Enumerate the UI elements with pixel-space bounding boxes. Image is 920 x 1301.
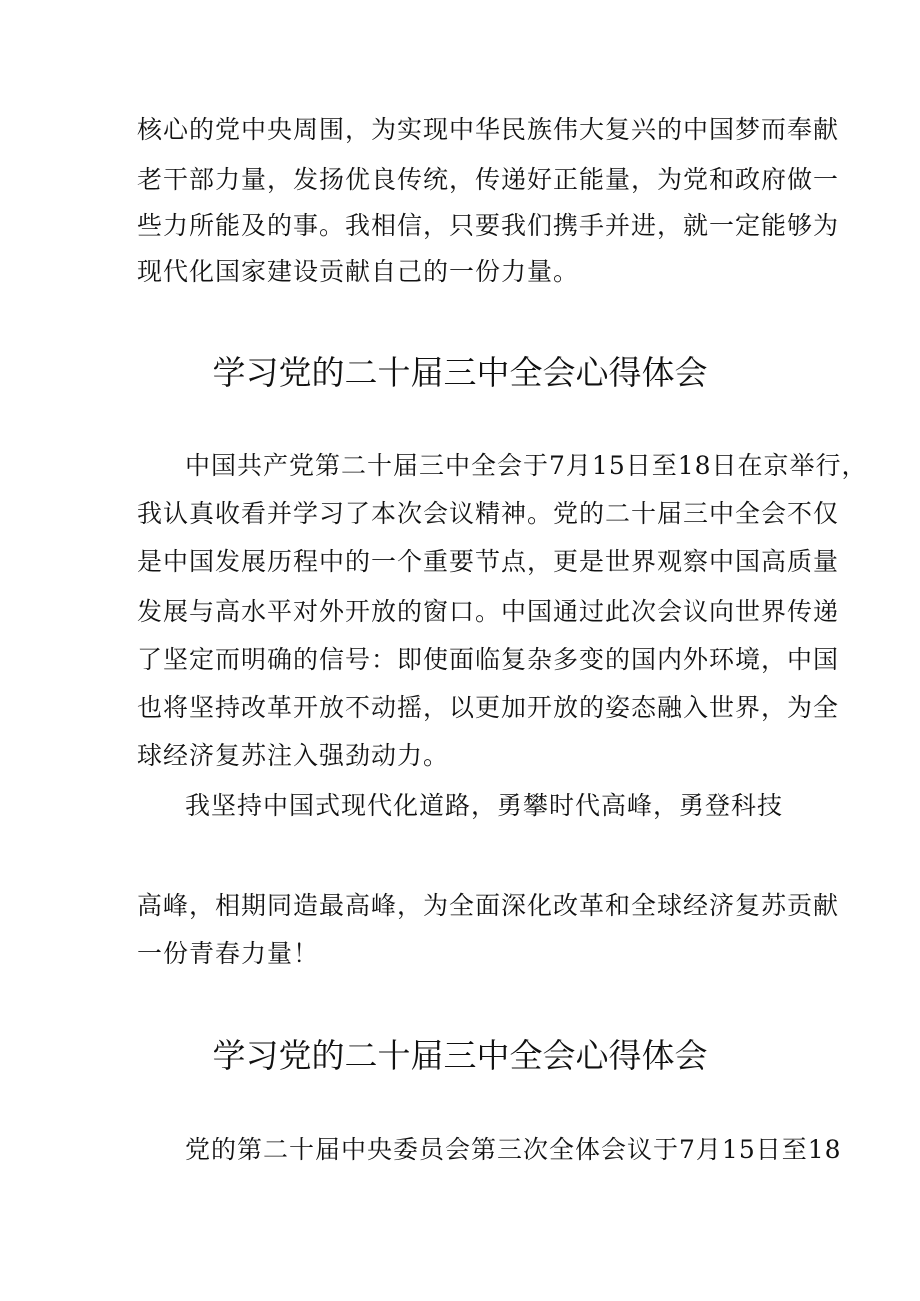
paragraph-line: 核心的党中央周围，为实现中华民族伟大复兴的中国梦而奉献: [137, 115, 840, 144]
paragraph-line: 我认真收看并学习了本次会议精神。党的二十届三中全会不仅: [137, 499, 840, 528]
paragraph-line: 老干部力量，发扬优良传统，传递好正能量，为党和政府做一: [137, 165, 840, 194]
paragraph-line: 球经济复苏注入强劲动力。: [137, 741, 450, 770]
section-heading: 学习党的二十届三中全会心得体会: [212, 353, 708, 392]
paragraph-line: 中国共产党第二十届三中全会于7月15日至18日在京举行，: [185, 451, 868, 480]
paragraph-line: 发展与高水平对外开放的窗口。中国通过此次会议向世界传递: [137, 597, 840, 626]
paragraph-line: 党的第二十届中央委员会第三次全体会议于7月15日至18: [185, 1135, 842, 1164]
paragraph-line: 高峰，相期同造最高峰，为全面深化改革和全球经济复苏贡献: [137, 891, 840, 920]
paragraph-line: 现代化国家建设贡献自己的一份力量。: [137, 257, 580, 286]
paragraph-line: 我坚持中国式现代化道路，勇攀时代高峰，勇登科技: [185, 791, 784, 820]
section-heading: 学习党的二十届三中全会心得体会: [212, 1036, 708, 1075]
paragraph-line: 是中国发展历程中的一个重要节点，更是世界观察中国高质量: [137, 547, 840, 576]
paragraph-line: 一份青春力量！: [137, 939, 320, 968]
paragraph-line: 了坚定而明确的信号：即使面临复杂多变的国内外环境，中国: [137, 645, 840, 674]
paragraph-line: 也将坚持改革开放不动摇，以更加开放的姿态融入世界，为全: [137, 693, 840, 722]
paragraph-line: 些力所能及的事。我相信，只要我们携手并进，就一定能够为: [137, 211, 840, 240]
